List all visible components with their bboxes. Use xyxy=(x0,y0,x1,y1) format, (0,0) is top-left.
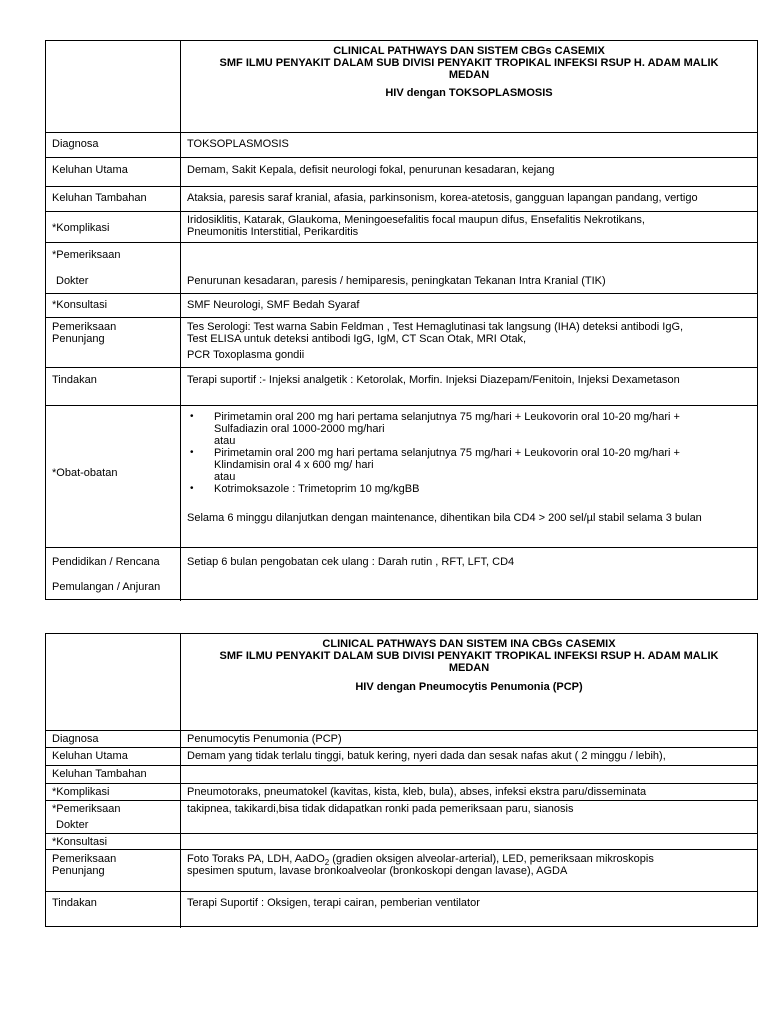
clinical-pathway-table-pcp xyxy=(45,633,758,927)
row-value-cell xyxy=(181,406,757,547)
row-label-line2: Penunjang xyxy=(52,865,105,877)
row-label-line2: Penunjang xyxy=(52,333,105,345)
row-value-cell xyxy=(181,801,757,833)
row-label: Keluhan Utama xyxy=(52,750,128,762)
header-empty-cell xyxy=(46,41,181,132)
row-label-cell xyxy=(46,318,181,367)
row-value-cell xyxy=(181,158,757,186)
row-value-cell xyxy=(181,784,757,800)
row-value-cell xyxy=(181,731,757,747)
row-value-line1-pre: Foto Toraks PA, LDH, AaDO xyxy=(187,853,325,865)
row-label-cell xyxy=(46,766,181,783)
row-label-cell xyxy=(46,158,181,186)
table-row-keluhan-utama xyxy=(46,747,757,765)
row-value: TOKSOPLASMOSIS xyxy=(187,138,289,150)
row-value-line1: Iridosiklitis, Katarak, Glaukoma, Meningoesefalitis focal maupun difus, Ensefalitis Nekrotikans, xyxy=(187,214,645,226)
row-value-cell xyxy=(181,212,757,242)
row-label-cell xyxy=(46,784,181,800)
row-label-cell xyxy=(46,294,181,317)
row-value: takipnea, takikardi,bisa tidak didapatkan ronki pada pemeriksaan paru, sianosis xyxy=(187,803,574,815)
row-label-line2: Pemulangan / Anjuran xyxy=(52,581,161,593)
row-value: Penurunan kesadaran, paresis / hemiparesis, peningkatan Tekanan Intra Kranial (TIK) xyxy=(187,275,606,287)
row-label-cell xyxy=(46,243,181,293)
row-value-line1 xyxy=(187,853,654,868)
row-label-line1: Pemeriksaan xyxy=(52,853,117,865)
table-row-pendidikan xyxy=(46,547,757,601)
row-label: *Konsultasi xyxy=(52,836,108,848)
row-label-cell xyxy=(46,892,181,928)
row-value: Setiap 6 bulan pengobatan cek ulang : Darah rutin , RFT, LFT, CD4 xyxy=(187,556,515,568)
row-value-cell xyxy=(181,243,757,293)
row-value: Ataksia, paresis saraf kranial, afasia, parkinsonism, korea-atetosis, gangguan lapangan pandang, vertigo xyxy=(187,192,698,204)
drug-option-2-line1: Pirimetamin oral 200 mg hari pertama selanjutnya 75 mg/hari + Leukovorin oral 10-20 mg/hari + xyxy=(214,447,680,459)
row-value-line3: PCR Toxoplasma gondii xyxy=(187,349,305,361)
row-value: Demam yang tidak terlalu tinggi, batuk kering, nyeri dada dan sesak nafas akut ( 2 minggu / lebih), xyxy=(187,750,666,762)
header-title-line1: CLINICAL PATHWAYS DAN SISTEM CBGs CASEMIX xyxy=(333,45,605,57)
table-row-komplikasi xyxy=(46,211,757,242)
row-value: SMF Neurologi, SMF Bedah Syaraf xyxy=(187,299,360,311)
row-label-cell xyxy=(46,187,181,211)
row-value-cell xyxy=(181,294,757,317)
row-label-cell xyxy=(46,834,181,849)
row-label: *Obat-obatan xyxy=(52,467,118,479)
row-value: Pneumotoraks, pneumatokel (kavitas, kista, kleb, bula), abses, infeksi ekstra paru/disseminata xyxy=(187,786,647,798)
table-row-pemeriksaan-dokter xyxy=(46,242,757,293)
subscript-2: 2 xyxy=(324,858,330,868)
table-row-tindakan xyxy=(46,367,757,405)
row-label: Diagnosa xyxy=(52,733,99,745)
row-label: Keluhan Tambahan xyxy=(52,768,147,780)
table-row-diagnosa xyxy=(46,730,757,747)
table-header-row xyxy=(46,634,757,730)
drug-option-1-line2: Sulfadiazin oral 1000-2000 mg/hari xyxy=(214,423,385,435)
row-value-line2: Pneumonitis Interstitial, Perikarditis xyxy=(187,226,359,238)
table-row-konsultasi xyxy=(46,833,757,849)
table-row-konsultasi xyxy=(46,293,757,317)
row-value-cell xyxy=(181,748,757,765)
bullet-icon: • xyxy=(190,483,194,494)
row-label-cell xyxy=(46,748,181,765)
clinical-pathway-table-toksoplasmosis xyxy=(45,40,758,600)
row-label: Diagnosa xyxy=(52,138,99,150)
table-row-obat-obatan xyxy=(46,405,757,547)
row-value-cell xyxy=(181,850,757,891)
row-label-cell xyxy=(46,731,181,747)
header-title-line2: SMF ILMU PENYAKIT DALAM SUB DIVISI PENYAKIT TROPIKAL INFEKSI RSUP H. ADAM MALIK xyxy=(219,57,719,69)
table-row-tindakan xyxy=(46,891,757,928)
header-title-line4: HIV dengan Pneumocytis Penumonia (PCP) xyxy=(355,681,583,693)
row-label-cell xyxy=(46,212,181,242)
row-value: Terapi suportif :- Injeksi analgetik : Ketorolak, Morfin. Injeksi Diazepam/Fenitoin, Injeksi Dexametason xyxy=(187,374,680,386)
row-value-line2: Test ELISA untuk deteksi antibodi IgG, IgM, CT Scan Otak, MRI Otak, xyxy=(187,333,527,345)
row-label-line1: *Pemeriksaan xyxy=(52,803,121,815)
bullet-icon: • xyxy=(190,447,194,458)
row-label: *Konsultasi xyxy=(52,299,108,311)
row-label-cell xyxy=(46,368,181,405)
bullet-icon: • xyxy=(190,411,194,422)
row-label-cell xyxy=(46,548,181,601)
row-label-line1: Pendidikan / Rencana xyxy=(52,556,160,568)
row-label-line1: *Pemeriksaan xyxy=(52,249,121,261)
row-value: Demam, Sakit Kepala, defisit neurologi fokal, penurunan kesadaran, kejang xyxy=(187,164,555,176)
row-label: *Komplikasi xyxy=(52,222,110,234)
row-value: Terapi Suportif : Oksigen, terapi cairan, pemberian ventilator xyxy=(187,897,480,909)
table-row-diagnosa xyxy=(46,132,757,157)
header-empty-cell xyxy=(46,634,181,730)
header-title-line4: HIV dengan TOKSOPLASMOSIS xyxy=(385,87,553,99)
row-value-cell xyxy=(181,368,757,405)
row-value-cell xyxy=(181,187,757,211)
row-label: Keluhan Utama xyxy=(52,164,128,176)
row-label: Tindakan xyxy=(52,897,97,909)
table-row-pemeriksaan-penunjang xyxy=(46,849,757,891)
row-value-line2: spesimen sputum, lavase bronkoalveolar (bronkoskopi dengan lavase), AGDA xyxy=(187,865,568,877)
table-header-row xyxy=(46,41,757,132)
table-row-pemeriksaan-dokter xyxy=(46,800,757,833)
row-label-line2: Dokter xyxy=(56,275,89,287)
row-label: Keluhan Tambahan xyxy=(52,192,147,204)
row-value-cell xyxy=(181,133,757,157)
drug-option-2-line3: atau xyxy=(214,471,236,483)
table-row-keluhan-tambahan xyxy=(46,765,757,783)
row-value-cell xyxy=(181,548,757,601)
row-label-line2: Dokter xyxy=(56,819,89,831)
row-value-cell xyxy=(181,892,757,928)
row-label: *Komplikasi xyxy=(52,786,110,798)
row-value: Penumocytis Penumonia (PCP) xyxy=(187,733,342,745)
header-title-line3: MEDAN xyxy=(448,662,490,674)
drug-option-1-line1: Pirimetamin oral 200 mg hari pertama selanjutnya 75 mg/hari + Leukovorin oral 10-20 mg/hari + xyxy=(214,411,680,423)
row-value-cell xyxy=(181,766,757,783)
header-title-line3: MEDAN xyxy=(448,69,490,81)
table-row-keluhan-tambahan xyxy=(46,186,757,211)
header-title-line1: CLINICAL PATHWAYS DAN SISTEM INA CBGs CASEMIX xyxy=(322,638,616,650)
row-label-cell xyxy=(46,406,181,547)
row-label-line1: Pemeriksaan xyxy=(52,321,117,333)
row-value-line1: Tes Serologi: Test warna Sabin Feldman , Test Hemaglutinasi tak langsung (IHA) deteksi antibodi IgG, xyxy=(187,321,684,333)
table-row-keluhan-utama xyxy=(46,157,757,186)
row-value-cell xyxy=(181,834,757,849)
row-label: Tindakan xyxy=(52,374,97,386)
maintenance-note: Selama 6 minggu dilanjutkan dengan maintenance, dihentikan bila CD4 > 200 sel/µl stabil selama 3 bulan xyxy=(187,512,702,524)
drug-option-2-line2: Klindamisin oral 4 x 600 mg/ hari xyxy=(214,459,374,471)
table-row-pemeriksaan-penunjang xyxy=(46,317,757,367)
row-label-cell xyxy=(46,133,181,157)
row-value-cell xyxy=(181,318,757,367)
table-row-komplikasi xyxy=(46,783,757,800)
drug-option-1-line3: atau xyxy=(214,435,236,447)
header-title-line2: SMF ILMU PENYAKIT DALAM SUB DIVISI PENYAKIT TROPIKAL INFEKSI RSUP H. ADAM MALIK xyxy=(219,650,719,662)
row-label-cell xyxy=(46,801,181,833)
row-value-line1-post: (gradien oksigen alveolar-arterial), LED, pemeriksaan mikroskopis xyxy=(329,853,654,865)
row-label-cell xyxy=(46,850,181,891)
drug-option-3-line1: Kotrimoksazole : Trimetoprim 10 mg/kgBB xyxy=(214,483,420,495)
